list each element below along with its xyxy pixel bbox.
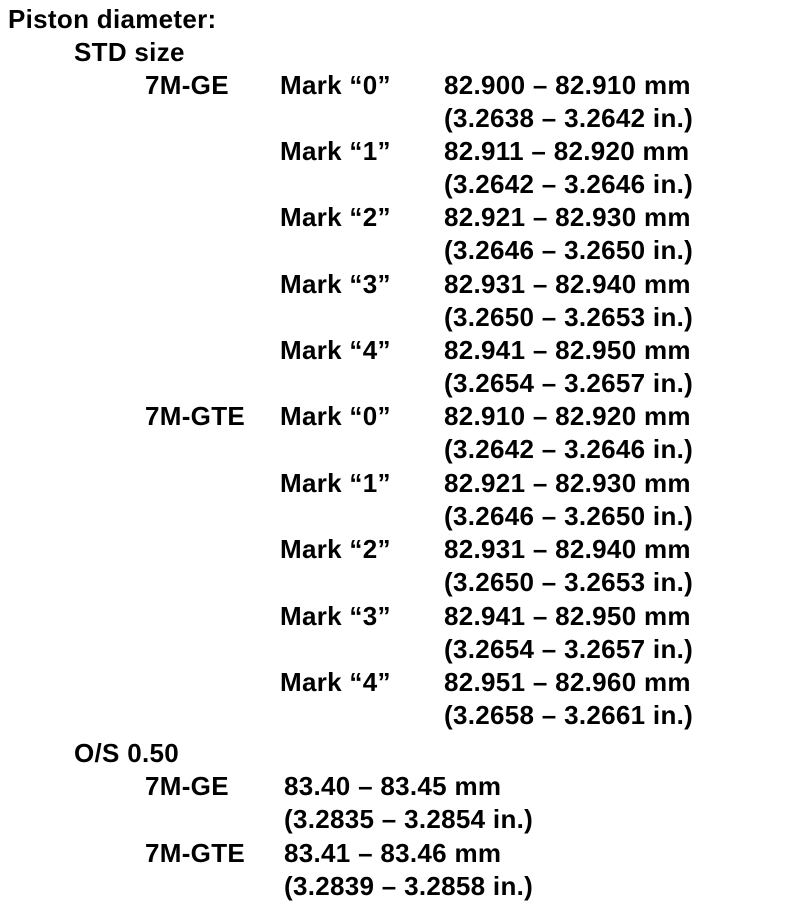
inch-range: (3.2650 – 3.2653 in.) [444, 567, 694, 597]
mark-label: Mark “2” [280, 202, 391, 232]
mark-label: Mark “3” [280, 601, 391, 631]
mark-label: Mark “0” [280, 401, 391, 431]
mm-range: 83.41 – 83.46 mm [284, 838, 502, 868]
oversize-label: O/S 0.50 [74, 738, 180, 768]
std-size-label: STD size [74, 37, 185, 67]
inch-range: (3.2642 – 3.2646 in.) [444, 169, 694, 199]
engine-label: 7M-GTE [145, 401, 246, 431]
mm-range: 82.921 – 82.930 mm [444, 202, 691, 232]
mark-label: Mark “4” [280, 335, 391, 365]
mm-range: 82.921 – 82.930 mm [444, 468, 691, 498]
inch-range: (3.2642 – 3.2646 in.) [444, 434, 694, 464]
mm-range: 82.910 – 82.920 mm [444, 401, 691, 431]
mm-range: 82.951 – 82.960 mm [444, 667, 691, 697]
inch-range: (3.2654 – 3.2657 in.) [444, 634, 694, 664]
mm-range: 82.931 – 82.940 mm [444, 269, 691, 299]
mark-label: Mark “3” [280, 269, 391, 299]
inch-range: (3.2638 – 3.2642 in.) [444, 103, 694, 133]
mm-range: 82.900 – 82.910 mm [444, 70, 691, 100]
inch-range: (3.2839 – 3.2858 in.) [284, 871, 534, 901]
engine-label: 7M-GTE [145, 838, 246, 868]
mark-label: Mark “1” [280, 136, 391, 166]
inch-range: (3.2646 – 3.2650 in.) [444, 235, 694, 265]
engine-label: 7M-GE [145, 771, 229, 801]
mark-label: Mark “1” [280, 468, 391, 498]
mark-label: Mark “2” [280, 534, 391, 564]
mm-range: 82.941 – 82.950 mm [444, 601, 691, 631]
mm-range: 82.931 – 82.940 mm [444, 534, 691, 564]
mark-label: Mark “0” [280, 70, 391, 100]
mm-range: 82.911 – 82.920 mm [444, 136, 690, 166]
inch-range: (3.2650 – 3.2653 in.) [444, 302, 694, 332]
engine-label: 7M-GE [145, 70, 229, 100]
heading: Piston diameter: [8, 4, 217, 34]
inch-range: (3.2658 – 3.2661 in.) [444, 700, 694, 730]
mm-range: 83.40 – 83.45 mm [284, 771, 502, 801]
mm-range: 82.941 – 82.950 mm [444, 335, 691, 365]
inch-range: (3.2646 – 3.2650 in.) [444, 501, 694, 531]
inch-range: (3.2835 – 3.2854 in.) [284, 804, 534, 834]
inch-range: (3.2654 – 3.2657 in.) [444, 368, 694, 398]
mark-label: Mark “4” [280, 667, 391, 697]
